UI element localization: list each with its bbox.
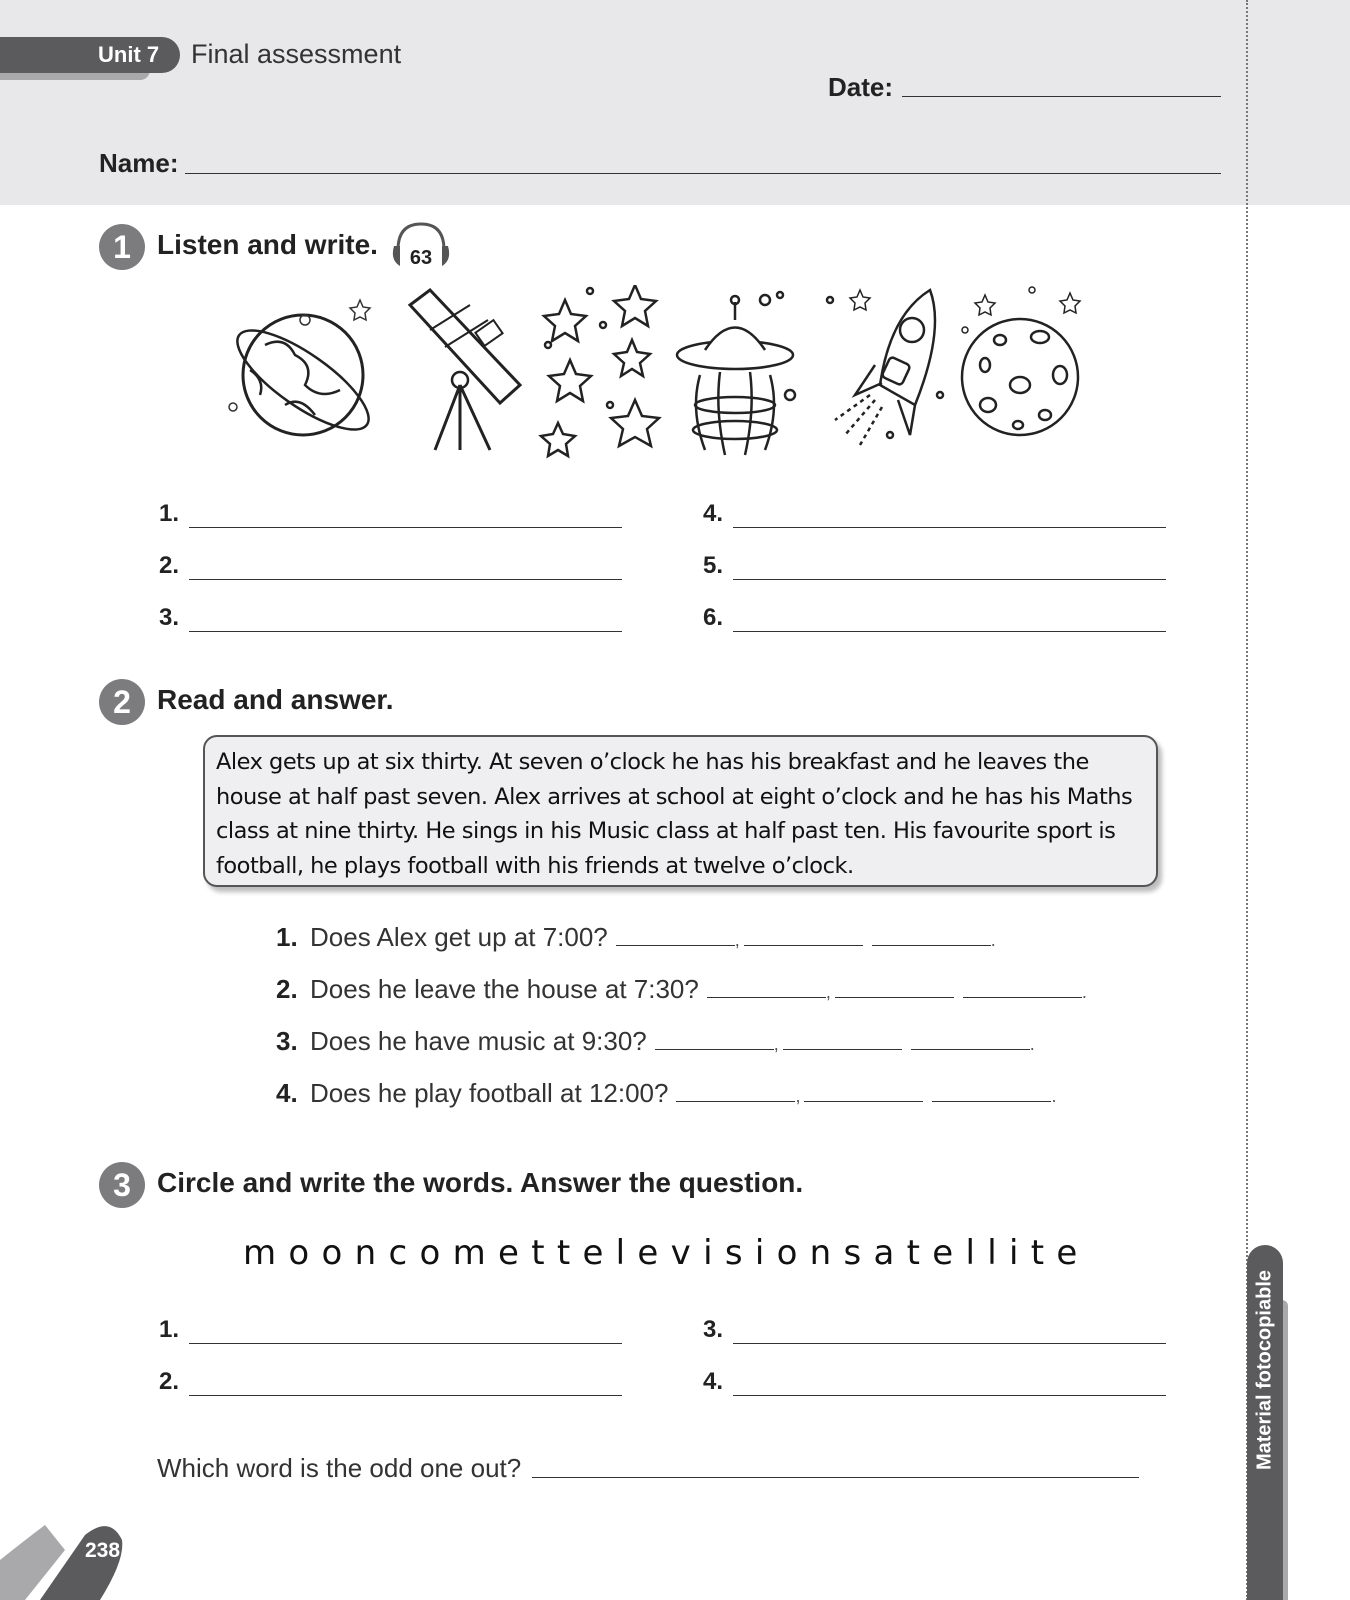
section-2-number: 2 <box>99 679 145 725</box>
section-3-title: Circle and write the words. Answer the question. <box>157 1167 804 1198</box>
planet-icon <box>225 300 382 446</box>
rocket-icon <box>827 290 943 445</box>
answer-blank[interactable] <box>655 1030 774 1050</box>
moon-icon <box>962 287 1080 435</box>
page-title: Final assessment <box>191 39 402 69</box>
ufo-icon <box>677 292 795 455</box>
answer-field[interactable] <box>733 1395 1166 1396</box>
track-number: 63 <box>409 247 433 269</box>
question-number: 1. <box>276 922 298 952</box>
question-number: 4. <box>276 1078 298 1108</box>
odd-one-out-field[interactable] <box>532 1477 1139 1478</box>
reading-passage: Alex gets up at six thirty. At seven o’clock he has his breakfast and he leaves the house at half past seven. Alex arrives at school at eight o’clock and he has his Maths class at nine thirty. He sings in his Music class at half past ten. His favourite sport is football, he plays football with his friends at twelve o’clock. <box>216 749 1133 879</box>
answer-number: 2. <box>159 552 180 579</box>
answer-number: 3. <box>703 1316 724 1343</box>
answer-number: 4. <box>703 1368 724 1395</box>
answer-field[interactable] <box>733 631 1166 632</box>
answer-number: 2. <box>159 1368 180 1395</box>
name-label: Name: <box>99 148 179 178</box>
telescope-icon <box>410 290 520 450</box>
question-text: Does he have music at 9:30? <box>310 1026 647 1056</box>
answer-blank[interactable] <box>932 1082 1051 1102</box>
space-pictures <box>225 285 1105 475</box>
answer-field[interactable] <box>733 579 1166 580</box>
answer-blank[interactable] <box>616 926 735 946</box>
word-snake[interactable]: mooncomettelevisionsatellite <box>243 1233 1090 1273</box>
side-tab-label: Material fotocopiable <box>1253 1269 1276 1471</box>
answer-number: 5. <box>703 552 724 579</box>
answer-blank[interactable] <box>707 978 826 998</box>
name-field[interactable] <box>185 173 1221 174</box>
answer-blank[interactable] <box>804 1082 923 1102</box>
reading-passage-box <box>203 735 1158 887</box>
section-2-title: Read and answer. <box>157 684 394 715</box>
answer-blank[interactable] <box>963 978 1082 998</box>
page-corner <box>0 1500 150 1600</box>
date-label: Date: <box>828 72 894 102</box>
question-text: Does he leave the house at 7:30? <box>310 974 699 1004</box>
answer-field[interactable] <box>189 1343 622 1344</box>
question-row: 4. Does he play football at 12:00? , . <box>276 1078 1057 1108</box>
headphones-icon <box>390 220 452 270</box>
answer-blank[interactable] <box>783 1030 902 1050</box>
question-row: 1. Does Alex get up at 7:00? , . <box>276 922 996 952</box>
answer-field[interactable] <box>189 579 622 580</box>
question-number: 3. <box>276 1026 298 1056</box>
answer-blank[interactable] <box>835 978 954 998</box>
answer-number: 1. <box>159 500 180 527</box>
question-row: 3. Does he have music at 9:30? , . <box>276 1026 1035 1056</box>
page-number: 238 <box>85 1539 121 1562</box>
answer-number: 3. <box>159 604 180 631</box>
answer-field[interactable] <box>733 527 1166 528</box>
section-3-number: 3 <box>99 1162 145 1208</box>
answer-number: 6. <box>703 604 724 631</box>
odd-one-out-question: Which word is the odd one out? <box>157 1453 522 1483</box>
section-1-title: Listen and write. <box>157 229 378 260</box>
question-row: 2. Does he leave the house at 7:30? , . <box>276 974 1087 1004</box>
header-band <box>0 0 1350 205</box>
answer-blank[interactable] <box>676 1082 795 1102</box>
answer-blank[interactable] <box>744 926 863 946</box>
answer-number: 4. <box>703 500 724 527</box>
answer-field[interactable] <box>189 527 622 528</box>
section-1-number: 1 <box>99 224 145 270</box>
date-field[interactable] <box>902 96 1221 97</box>
answer-field[interactable] <box>189 631 622 632</box>
answer-field[interactable] <box>733 1343 1166 1344</box>
question-text: Does Alex get up at 7:00? <box>310 922 608 952</box>
unit-label: Unit 7 <box>98 42 160 67</box>
question-number: 2. <box>276 974 298 1004</box>
question-text: Does he play football at 12:00? <box>310 1078 669 1108</box>
stars-icon <box>541 285 659 456</box>
answer-field[interactable] <box>189 1395 622 1396</box>
answer-blank[interactable] <box>911 1030 1030 1050</box>
answer-blank[interactable] <box>872 926 991 946</box>
answer-number: 1. <box>159 1316 180 1343</box>
